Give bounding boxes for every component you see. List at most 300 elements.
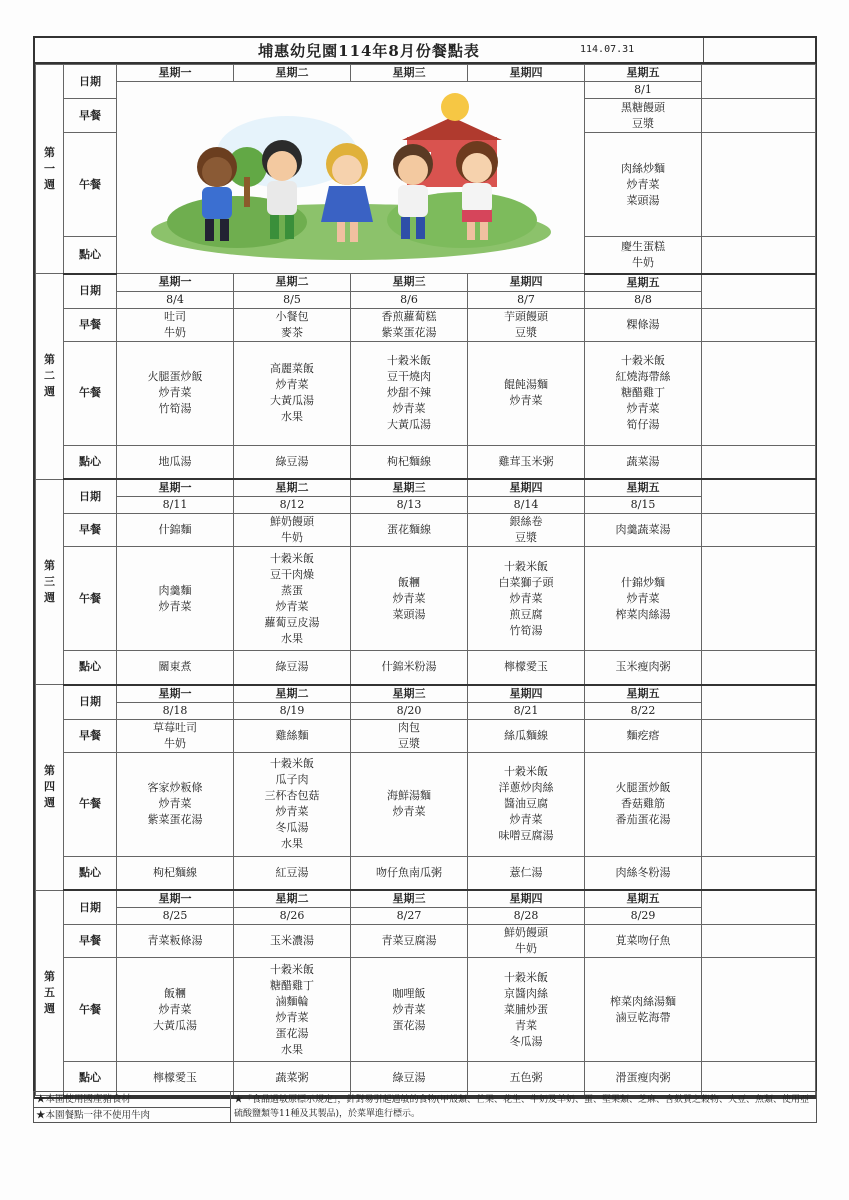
lunch-cell-line: 菜頭湯 xyxy=(392,607,426,621)
week-label xyxy=(36,65,64,274)
lunch-cell-line: 十穀米飯 xyxy=(270,757,314,770)
snack-cell xyxy=(351,856,468,890)
week-label-char: 一 xyxy=(44,162,55,175)
footer-left xyxy=(34,1092,231,1122)
breakfast-cell-line: 絲瓜麵線 xyxy=(504,728,548,742)
day-header: 星期二 xyxy=(234,890,351,908)
lunch-cell-line: 榨菜肉絲湯 xyxy=(615,607,671,621)
row-label-snack: 點心 xyxy=(64,1062,117,1096)
snack-cell xyxy=(468,651,585,685)
breakfast-cell xyxy=(468,719,585,752)
lunch-cell xyxy=(234,547,351,651)
breakfast-cell-line: 莧菜吻仔魚 xyxy=(615,934,671,947)
snack-cell-line: 五色粥 xyxy=(509,1071,543,1085)
breakfast-cell xyxy=(117,719,234,752)
snack-cell xyxy=(585,651,702,685)
breakfast-cell-line: 麵疙瘩 xyxy=(626,728,660,742)
lunch-cell xyxy=(468,958,585,1062)
row-label-lunch: 午餐 xyxy=(64,752,117,856)
breakfast-cell-line: 玉米濃湯 xyxy=(270,934,314,947)
row-label-date: 日期 xyxy=(64,274,117,309)
day-header: 星期一 xyxy=(117,65,234,82)
breakfast-cell xyxy=(234,308,351,341)
snack-cell-line: 蔬菜粥 xyxy=(275,1071,309,1085)
lunch-cell-line: 豆干肉燥 xyxy=(270,567,314,581)
row-label-breakfast: 早餐 xyxy=(64,99,117,133)
allergen-note: ★「食品過敏原標示規定」，針對易引起過敏的食物(甲殼類、芒果、花生、牛奶及羊奶、蛋、堅果類、芝麻、含麩質之穀物、大豆、魚類、使用亞硫酸鹽類等11種及其製品)，於菜單進行標示。 xyxy=(234,1095,810,1119)
breakfast-cell-line: 青菜豆腐湯 xyxy=(381,934,437,947)
lunch-cell-line: 瓜子肉 xyxy=(275,773,309,786)
lunch-cell-line: 火腿蛋炒飯 xyxy=(147,370,203,383)
breakfast-cell xyxy=(468,514,585,547)
lunch-cell-line: 味噌豆腐湯 xyxy=(498,829,554,842)
blank-extra-cell xyxy=(702,685,816,720)
breakfast-cell-line: 粿條湯 xyxy=(626,317,660,331)
lunch-cell-line: 炒青菜 xyxy=(626,402,660,415)
lunch-cell-line: 冬瓜湯 xyxy=(509,1034,543,1048)
date-cell: 8/14 xyxy=(468,497,585,514)
row-label-snack: 點心 xyxy=(64,237,117,274)
lunch-cell-line: 飯糰 xyxy=(164,986,186,1000)
date-cell: 8/22 xyxy=(585,702,702,719)
row-label-breakfast: 早餐 xyxy=(64,308,117,341)
blank-extra-cell xyxy=(702,856,816,890)
breakfast-cell-line: 豆漿 xyxy=(515,531,537,544)
lunch-cell-line: 滷豆乾海帶 xyxy=(615,1010,671,1024)
snack-cell xyxy=(585,856,702,890)
lunch-cell-line: 肉羹麵 xyxy=(158,583,192,597)
blank-extra-cell xyxy=(702,651,816,685)
document-date: 114.07.31 xyxy=(580,44,635,55)
breakfast-cell xyxy=(468,308,585,341)
note-no-beef: ★本園餐點一律不使用牛肉 xyxy=(36,1110,151,1121)
snack-cell-line: 蔬菜湯 xyxy=(626,454,660,468)
day-header: 星期一 xyxy=(117,890,234,908)
day-header: 星期二 xyxy=(234,65,351,82)
week-label xyxy=(36,479,64,685)
lunch-cell xyxy=(234,958,351,1062)
lunch-cell-line: 炒青菜 xyxy=(275,805,309,818)
row-label-snack: 點心 xyxy=(64,445,117,479)
date-cell: 8/28 xyxy=(468,908,585,925)
lunch-cell-line: 水果 xyxy=(281,1042,303,1056)
breakfast-cell-line: 黑糖饅頭 xyxy=(621,100,665,114)
week-label xyxy=(36,890,64,1096)
snack-cell-line: 滑蛋瘦肉粥 xyxy=(615,1071,671,1085)
lunch-cell xyxy=(468,547,585,651)
day-header: 星期四 xyxy=(468,890,585,908)
snack-cell xyxy=(351,651,468,685)
date-cell: 8/15 xyxy=(585,497,702,514)
blank-extra-cell xyxy=(702,308,816,341)
row-label-lunch: 午餐 xyxy=(64,133,117,237)
blank-extra-cell xyxy=(702,237,816,274)
lunch-cell-line: 糖醋雞丁 xyxy=(621,386,665,399)
lunch-cell-line: 火腿蛋炒飯 xyxy=(615,781,671,794)
blank-extra-cell xyxy=(702,719,816,752)
date-cell: 8/19 xyxy=(234,702,351,719)
snack-cell-line: 綠豆湯 xyxy=(392,1071,426,1085)
lunch-cell-line: 大黃瓜湯 xyxy=(387,418,431,431)
row-label-snack: 點心 xyxy=(64,856,117,890)
breakfast-cell-line: 小餐包 xyxy=(275,309,309,323)
lunch-cell-line: 炒青菜 xyxy=(509,591,543,605)
lunch-cell xyxy=(585,341,702,445)
date-cell: 8/1 xyxy=(585,82,702,99)
lunch-cell xyxy=(585,133,702,237)
title-extra-cell xyxy=(703,38,818,62)
lunch-cell-line: 炒青菜 xyxy=(509,394,543,407)
snack-cell-line: 慶生蛋糕 xyxy=(621,239,665,253)
lunch-cell xyxy=(468,341,585,445)
lunch-cell xyxy=(117,752,234,856)
day-header: 星期四 xyxy=(468,65,585,82)
breakfast-cell xyxy=(234,719,351,752)
breakfast-cell xyxy=(351,719,468,752)
week-label-char: 第 xyxy=(44,146,55,159)
blank-extra-cell xyxy=(702,925,816,958)
lunch-cell-line: 菜脯炒蛋 xyxy=(504,1002,548,1016)
breakfast-cell xyxy=(585,719,702,752)
breakfast-cell-line: 銀絲卷 xyxy=(509,515,543,528)
row-label-snack: 點心 xyxy=(64,651,117,685)
breakfast-cell xyxy=(351,514,468,547)
lunch-cell-line: 醬油豆腐 xyxy=(504,797,548,810)
lunch-cell xyxy=(117,958,234,1062)
date-cell: 8/6 xyxy=(351,291,468,308)
lunch-cell-line: 炒青菜 xyxy=(626,591,660,605)
blank-extra-cell xyxy=(702,65,816,99)
lunch-cell-line: 三杯杏包菇 xyxy=(264,789,320,802)
lunch-cell-line: 炒甜不辣 xyxy=(387,386,431,399)
breakfast-cell-line: 芋頭饅頭 xyxy=(504,309,548,323)
lunch-cell xyxy=(117,547,234,651)
row-label-breakfast: 早餐 xyxy=(64,925,117,958)
lunch-cell-line: 十穀米飯 xyxy=(504,970,548,984)
lunch-cell-line: 十穀米飯 xyxy=(270,551,314,565)
blank-extra-cell xyxy=(702,514,816,547)
date-cell: 8/25 xyxy=(117,908,234,925)
snack-cell xyxy=(117,651,234,685)
snack-cell xyxy=(468,856,585,890)
breakfast-cell xyxy=(234,514,351,547)
lunch-cell-line: 京醬肉絲 xyxy=(504,986,548,1000)
breakfast-cell xyxy=(234,925,351,958)
blank-extra-cell xyxy=(702,274,816,309)
week-label-char: 第 xyxy=(44,353,55,367)
lunch-cell-line: 竹筍湯 xyxy=(509,623,543,637)
lunch-cell-line: 高麗菜飯 xyxy=(270,362,314,375)
snack-cell-line: 什錦米粉湯 xyxy=(381,660,437,674)
snack-cell-line: 紅豆湯 xyxy=(275,865,309,879)
snack-cell-line: 牛奶 xyxy=(632,255,654,269)
day-header: 星期三 xyxy=(351,685,468,703)
day-header: 星期一 xyxy=(117,479,234,497)
snack-cell-line: 吻仔魚南瓜粥 xyxy=(376,865,442,879)
day-header: 星期二 xyxy=(234,274,351,292)
lunch-cell-line: 客家炒粄條 xyxy=(147,781,203,794)
lunch-cell-line: 洋蔥炒肉絲 xyxy=(498,781,554,794)
snack-cell-line: 檸檬愛玉 xyxy=(504,660,548,674)
lunch-cell-line: 十穀米飯 xyxy=(621,354,665,367)
date-cell: 8/5 xyxy=(234,291,351,308)
breakfast-cell xyxy=(117,514,234,547)
snack-cell-line: 綠豆湯 xyxy=(275,454,309,468)
date-cell: 8/12 xyxy=(234,497,351,514)
breakfast-cell-line: 牛奶 xyxy=(164,736,186,750)
menu-sheet xyxy=(33,36,817,1099)
day-header: 星期五 xyxy=(585,685,702,703)
lunch-cell-line: 十穀米飯 xyxy=(504,559,548,573)
breakfast-cell-line: 牛奶 xyxy=(281,531,303,544)
week-label-char: 五 xyxy=(44,985,55,999)
breakfast-cell-line: 什錦麵 xyxy=(158,523,192,536)
row-label-date: 日期 xyxy=(64,685,117,720)
snack-cell xyxy=(234,445,351,479)
lunch-cell xyxy=(585,547,702,651)
lunch-cell-line: 香菇雞筋 xyxy=(621,797,665,810)
blank-extra-cell xyxy=(702,133,816,237)
week-label-char: 週 xyxy=(44,385,55,399)
day-header: 星期五 xyxy=(585,274,702,292)
children-illustration xyxy=(117,82,585,274)
row-label-lunch: 午餐 xyxy=(64,341,117,445)
breakfast-cell-line: 鮮奶饅頭 xyxy=(504,926,548,939)
snack-cell-line: 枸杞麵線 xyxy=(387,454,431,468)
lunch-cell xyxy=(351,341,468,445)
breakfast-cell xyxy=(468,925,585,958)
lunch-cell-line: 炒青菜 xyxy=(509,813,543,826)
date-cell: 8/4 xyxy=(117,291,234,308)
lunch-cell-line: 炒青菜 xyxy=(158,386,192,399)
day-header: 星期四 xyxy=(468,274,585,292)
children-illustration-svg xyxy=(117,82,585,268)
day-header: 星期五 xyxy=(585,65,702,82)
day-header: 星期二 xyxy=(234,685,351,703)
lunch-cell-line: 滷麵輪 xyxy=(275,994,309,1008)
day-header: 星期三 xyxy=(351,479,468,497)
snack-cell xyxy=(234,651,351,685)
lunch-cell-line: 蒸蛋 xyxy=(281,583,303,597)
blank-extra-cell xyxy=(702,752,816,856)
breakfast-cell-line: 豆漿 xyxy=(398,736,420,750)
lunch-cell xyxy=(585,958,702,1062)
blank-extra-cell xyxy=(702,99,816,133)
blank-extra-cell xyxy=(702,445,816,479)
lunch-cell-line: 什錦炒麵 xyxy=(621,575,665,589)
date-cell: 8/20 xyxy=(351,702,468,719)
lunch-cell-line: 海鮮湯麵 xyxy=(387,789,431,802)
blank-extra-cell xyxy=(702,479,816,514)
row-label-lunch: 午餐 xyxy=(64,547,117,651)
breakfast-cell-line: 肉包 xyxy=(398,720,420,734)
lunch-cell-line: 炒青菜 xyxy=(626,177,660,191)
breakfast-cell xyxy=(351,308,468,341)
lunch-cell-line: 白菜獅子頭 xyxy=(498,575,554,589)
day-header: 星期五 xyxy=(585,479,702,497)
lunch-cell xyxy=(351,547,468,651)
week-label-char: 三 xyxy=(44,574,55,588)
date-cell: 8/18 xyxy=(117,702,234,719)
breakfast-cell-line: 牛奶 xyxy=(164,325,186,339)
snack-cell-line: 地瓜湯 xyxy=(158,454,192,468)
snack-cell xyxy=(585,237,702,274)
date-cell: 8/27 xyxy=(351,908,468,925)
snack-cell xyxy=(117,445,234,479)
snack-cell-line: 玉米瘦肉粥 xyxy=(615,660,671,674)
breakfast-cell-line: 肉羹蔬菜湯 xyxy=(615,523,671,536)
snack-cell xyxy=(234,856,351,890)
week-label-char: 週 xyxy=(44,796,55,810)
lunch-cell-line: 番茄蛋花湯 xyxy=(615,813,671,826)
snack-cell-line: 關東煮 xyxy=(158,660,192,674)
date-cell: 8/21 xyxy=(468,702,585,719)
breakfast-cell xyxy=(117,925,234,958)
title-row xyxy=(35,38,815,64)
snack-cell xyxy=(351,445,468,479)
lunch-cell-line: 榨菜肉絲湯麵 xyxy=(610,994,676,1008)
menu-table xyxy=(35,64,816,1097)
lunch-cell-line: 青菜 xyxy=(515,1018,537,1032)
breakfast-cell-line: 青菜粄條湯 xyxy=(147,934,203,947)
week-label xyxy=(36,685,64,891)
breakfast-cell xyxy=(585,99,702,133)
row-label-breakfast: 早餐 xyxy=(64,514,117,547)
breakfast-cell-line: 牛奶 xyxy=(515,942,537,955)
snack-cell-line: 薏仁湯 xyxy=(509,865,543,879)
breakfast-cell-line: 草莓吐司 xyxy=(153,720,197,734)
week-label-char: 二 xyxy=(44,369,55,383)
week-label-char: 週 xyxy=(44,178,55,191)
date-cell: 8/7 xyxy=(468,291,585,308)
page-title: 埔惠幼兒園114年8月份餐點表 xyxy=(258,42,480,60)
lunch-cell-line: 炒青菜 xyxy=(392,805,426,818)
day-header: 星期三 xyxy=(351,274,468,292)
breakfast-cell xyxy=(585,514,702,547)
lunch-cell-line: 炒青菜 xyxy=(158,1002,192,1016)
snack-cell xyxy=(468,445,585,479)
breakfast-cell-line: 紫菜蛋花湯 xyxy=(381,325,437,339)
lunch-cell-line: 煎豆腐 xyxy=(509,607,543,621)
date-cell: 8/29 xyxy=(585,908,702,925)
lunch-cell-line: 炒青菜 xyxy=(392,1002,426,1016)
date-cell: 8/8 xyxy=(585,291,702,308)
snack-cell-line: 肉絲冬粉湯 xyxy=(615,865,671,879)
lunch-cell xyxy=(351,958,468,1062)
breakfast-cell-line: 雞絲麵 xyxy=(275,728,309,742)
snack-cell xyxy=(585,445,702,479)
breakfast-cell xyxy=(117,308,234,341)
lunch-cell-line: 紫菜蛋花湯 xyxy=(147,813,203,826)
lunch-cell xyxy=(117,341,234,445)
lunch-cell-line: 炒青菜 xyxy=(275,378,309,391)
day-header: 星期四 xyxy=(468,685,585,703)
blank-extra-cell xyxy=(702,958,816,1062)
lunch-cell-line: 筍仔湯 xyxy=(626,418,660,431)
day-header: 星期三 xyxy=(351,890,468,908)
date-cell: 8/13 xyxy=(351,497,468,514)
breakfast-cell-line: 鮮奶饅頭 xyxy=(270,515,314,528)
lunch-cell-line: 十穀米飯 xyxy=(387,354,431,367)
date-cell: 8/11 xyxy=(117,497,234,514)
week-label xyxy=(36,274,64,480)
day-header: 星期二 xyxy=(234,479,351,497)
lunch-cell-line: 炒青菜 xyxy=(158,599,192,613)
lunch-cell-line: 十穀米飯 xyxy=(504,765,548,778)
day-header: 星期四 xyxy=(468,479,585,497)
lunch-cell-line: 蘿蔔豆皮湯 xyxy=(264,615,320,629)
row-label-date: 日期 xyxy=(64,890,117,925)
lunch-cell-line: 水果 xyxy=(281,631,303,645)
row-label-breakfast: 早餐 xyxy=(64,719,117,752)
snack-cell-line: 檸檬愛玉 xyxy=(153,1071,197,1085)
day-header: 星期一 xyxy=(117,274,234,292)
week-label-char: 週 xyxy=(44,1001,55,1015)
lunch-cell-line: 水果 xyxy=(281,410,303,423)
week-label-char: 第 xyxy=(44,764,55,778)
row-label-date: 日期 xyxy=(64,479,117,514)
lunch-cell-line: 炒青菜 xyxy=(392,402,426,415)
footer-notes xyxy=(33,1091,817,1123)
week-label-char: 四 xyxy=(44,780,55,794)
lunch-cell-line: 蛋花湯 xyxy=(275,1026,309,1040)
lunch-cell-line: 竹筍湯 xyxy=(158,402,192,415)
week-label-char: 第 xyxy=(44,969,55,983)
lunch-cell-line: 肉絲炒麵 xyxy=(621,161,665,175)
lunch-cell xyxy=(585,752,702,856)
row-label-date: 日期 xyxy=(64,65,117,99)
snack-cell xyxy=(117,856,234,890)
breakfast-cell-line: 豆漿 xyxy=(515,325,537,339)
lunch-cell-line: 紅燒海帶絲 xyxy=(615,370,671,383)
lunch-cell xyxy=(234,752,351,856)
breakfast-cell xyxy=(585,925,702,958)
breakfast-cell xyxy=(585,308,702,341)
lunch-cell-line: 糖醋雞丁 xyxy=(270,978,314,992)
lunch-cell xyxy=(234,341,351,445)
snack-cell-line: 雞茸玉米粥 xyxy=(498,454,554,468)
day-header: 星期三 xyxy=(351,65,468,82)
lunch-cell xyxy=(468,752,585,856)
week-label-char: 第 xyxy=(44,558,55,572)
lunch-cell xyxy=(351,752,468,856)
snack-cell-line: 綠豆湯 xyxy=(275,660,309,674)
blank-extra-cell xyxy=(702,341,816,445)
breakfast-cell-line: 豆漿 xyxy=(632,116,654,130)
breakfast-cell-line: 吐司 xyxy=(164,309,186,323)
lunch-cell-line: 餛飩湯麵 xyxy=(504,378,548,391)
breakfast-cell-line: 香煎蘿蔔糕 xyxy=(381,309,437,323)
breakfast-cell-line: 麥茶 xyxy=(281,325,303,339)
lunch-cell-line: 冬瓜湯 xyxy=(275,821,309,834)
lunch-cell-line: 飯糰 xyxy=(398,575,420,589)
week-label-char: 週 xyxy=(44,590,55,604)
lunch-cell-line: 水果 xyxy=(281,837,303,850)
lunch-cell-line: 炒青菜 xyxy=(275,599,309,613)
lunch-cell-line: 炒青菜 xyxy=(392,591,426,605)
lunch-cell-line: 大黃瓜湯 xyxy=(270,394,314,407)
lunch-cell-line: 蛋花湯 xyxy=(392,1018,426,1032)
day-header: 星期五 xyxy=(585,890,702,908)
note-domestic-pork: ★本園使用國產豬食材 xyxy=(34,1092,230,1108)
row-label-lunch: 午餐 xyxy=(64,958,117,1062)
snack-cell-line: 枸杞麵線 xyxy=(153,865,197,879)
breakfast-cell xyxy=(351,925,468,958)
date-cell: 8/26 xyxy=(234,908,351,925)
lunch-cell-line: 菜頭湯 xyxy=(626,193,660,207)
lunch-cell-line: 大黃瓜湯 xyxy=(153,1018,197,1032)
lunch-cell-line: 咖哩飯 xyxy=(392,986,426,1000)
